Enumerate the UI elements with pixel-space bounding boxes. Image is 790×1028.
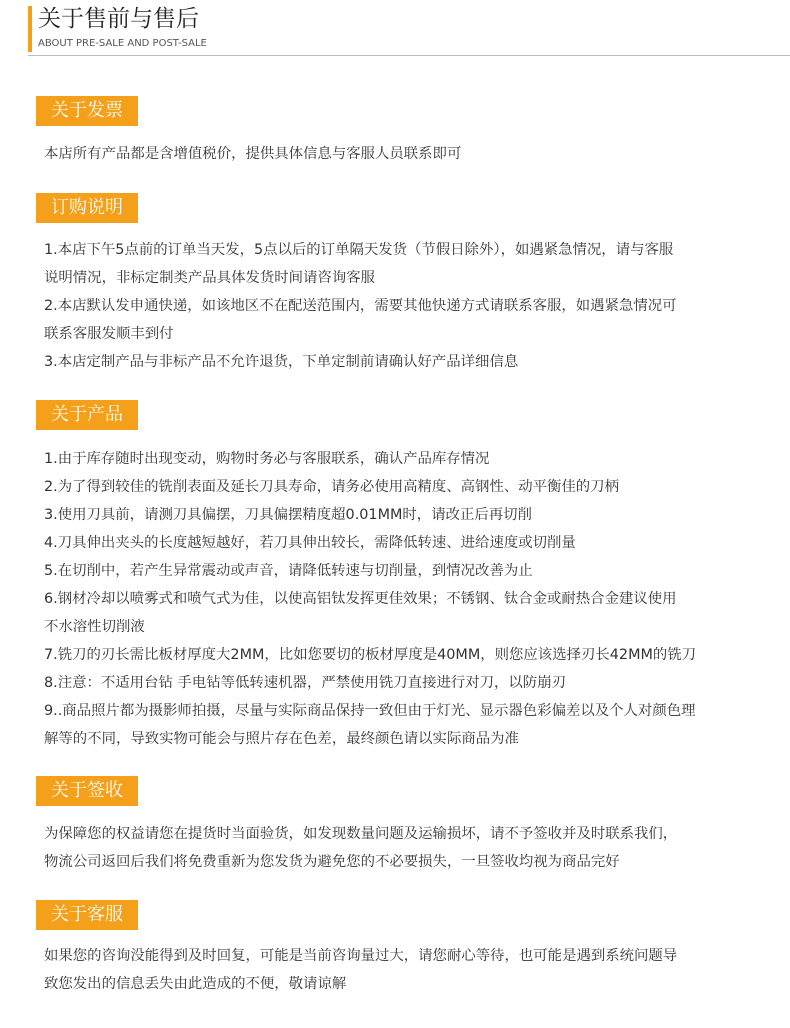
- section-title-products: 关于产品: [36, 400, 138, 430]
- section-body-receipt: [44, 820, 774, 876]
- section-title-receipt: 关于签收: [36, 776, 138, 806]
- section-title-customer-service: 关于客服: [36, 900, 138, 930]
- text-line: 如果您的咨询没能得到及时回复，可能是当前咨询量过大，请您耐心等待，也可能是遇到系统问题导: [44, 948, 678, 964]
- text-line: 物流公司返回后我们将免费重新为您发货为避免您的不必要损失，一旦签收均视为商品完好: [44, 854, 620, 870]
- text-line: 2.为了得到较佳的铣削表面及延长刀具寿命，请务必使用高精度、高钢性、动平衡佳的刀柄: [44, 479, 619, 495]
- text-line: 1.本店下午5点前的订单当天发，5点以后的订单隔天发货（节假日除外），如遇紧急情况，请与客服: [44, 242, 674, 258]
- text-line: 3.使用刀具前，请测刀具偏摆，刀具偏摆精度超0.01MM时，请改正后再切削: [44, 507, 532, 523]
- text-line: 2.本店默认发申通快递，如该地区不在配送范围内，需要其他快递方式请联系客服，如遇紧急情况可: [44, 298, 677, 314]
- text-line: 说明情况，非标定制类产品具体发货时间请咨询客服: [44, 270, 375, 286]
- section-title-ordering: 订购说明: [36, 193, 138, 223]
- text-line: 9..商品照片都为摄影师拍摄，尽量与实际商品保持一致但由于灯光、显示器色彩偏差以及个人对颜色理: [44, 703, 696, 719]
- text-line: 6.钢材冷却以喷雾式和喷气式为佳，以使高铝钛发挥更佳效果；不锈钢、钛合金或耐热合金建议使用: [44, 591, 677, 607]
- text-line: 本店所有产品都是含增值税价，提供具体信息与客服人员联系即可: [44, 146, 462, 162]
- text-line: 4.刀具伸出夹头的长度越短越好，若刀具伸出较长，需降低转速、进给速度或切削量: [44, 535, 576, 551]
- page-subtitle: ABOUT PRE-SALE AND POST-SALE: [38, 38, 207, 49]
- page-header: [28, 0, 790, 56]
- text-line: 致您发出的信息丢失由此造成的不便，敬请谅解: [44, 976, 347, 992]
- text-line: 1.由于库存随时出现变动，购物时务必与客服联系，确认产品库存情况: [44, 451, 490, 467]
- section-body-customer-service: [44, 942, 774, 998]
- section-body-products: [44, 445, 774, 753]
- text-line: 7.铣刀的刃长需比板材厚度大2MM，比如您要切的板材厚度是40MM，则您应该选择刃长42MM的铣刀: [44, 647, 697, 663]
- text-line: 8.注意：不适用台钻 手电钻等低转速机器，严禁使用铣刀直接进行对刀，以防崩刃: [44, 675, 566, 691]
- text-line: 联系客服发顺丰到付: [44, 326, 174, 342]
- section-title-invoice: 关于发票: [36, 96, 138, 126]
- section-body-invoice: [44, 140, 774, 168]
- header-divider: [28, 55, 790, 56]
- text-line: 5.在切削中，若产生异常震动或声音，请降低转速与切削量，到情况改善为止: [44, 563, 533, 579]
- text-line: 3.本店定制产品与非标产品不允许退货，下单定制前请确认好产品详细信息: [44, 354, 519, 370]
- text-line: 为保障您的权益请您在提货时当面验货，如发现数量问题及运输损坏，请不予签收并及时联系我们，: [44, 826, 678, 842]
- page-title: 关于售前与售后: [38, 6, 199, 32]
- text-line: 不水溶性切削液: [44, 619, 145, 635]
- section-body-ordering: [44, 236, 774, 376]
- text-line: 解等的不同，导致实物可能会与照片存在色差，最终颜色请以实际商品为准: [44, 731, 519, 747]
- header-accent-bar: [28, 6, 32, 52]
